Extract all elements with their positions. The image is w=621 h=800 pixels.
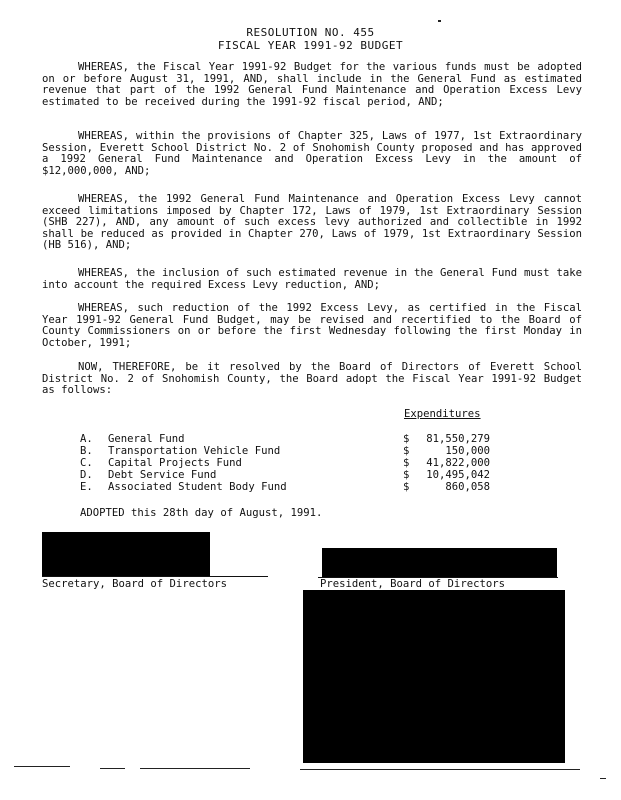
item-letter: D. — [80, 469, 93, 481]
expenditure-row — [80, 445, 500, 457]
item-amount: 10,495,042 — [426, 469, 490, 481]
adopted-statement: ADOPTED this 28th day of August, 1991. — [80, 507, 323, 519]
resolved-paragraph: NOW, THEREFORE, be it resolved by the Board of Directors of Everett School District No. 2 of Snohomish County, the Board adopt the Fiscal Year 1991-92 Budget as follows: — [42, 361, 582, 397]
item-letter: C. — [80, 457, 93, 469]
item-amount: 41,822,000 — [426, 457, 490, 469]
dollar-sign: $ — [403, 457, 410, 469]
item-letter: B. — [80, 445, 93, 457]
item-name: Capital Projects Fund — [108, 457, 242, 469]
expenditures-header: Expenditures — [404, 408, 481, 420]
item-amount: 860,058 — [445, 481, 490, 493]
redacted-secretary-signature — [42, 532, 210, 576]
whereas-paragraph-4: WHEREAS, the inclusion of such estimated revenue in the General Fund must take into account the required Excess Levy reduction, AND; — [42, 267, 582, 291]
item-name: General Fund — [108, 433, 185, 445]
whereas-paragraph-1: WHEREAS, the Fiscal Year 1991-92 Budget for the various funds must be adopted on or before August 31, 1991, AND, shall include in the General Fund as estimated revenue that part of the 1992 General Fund Maintenance and Operation Excess Levy estimated to be received during the 1991-92 fiscal period, AND; — [42, 61, 582, 108]
item-letter: A. — [80, 433, 93, 445]
expenditure-row — [80, 433, 500, 445]
scan-artifact-line — [300, 769, 580, 770]
item-amount: 81,550,279 — [426, 433, 490, 445]
document-title: FISCAL YEAR 1991-92 BUDGET — [217, 39, 404, 52]
scan-artifact-line — [600, 778, 606, 779]
scan-artifact-line — [100, 768, 125, 769]
resolution-number: RESOLUTION NO. 455 — [246, 26, 375, 39]
dollar-sign: $ — [403, 481, 410, 493]
secretary-signature-line — [42, 576, 268, 577]
dollar-sign: $ — [403, 469, 410, 481]
president-label: President, Board of Directors — [320, 578, 505, 590]
dollar-sign: $ — [403, 433, 410, 445]
item-name: Associated Student Body Fund — [108, 481, 287, 493]
item-amount: 150,000 — [445, 445, 490, 457]
whereas-paragraph-3: WHEREAS, the 1992 General Fund Maintenance and Operation Excess Levy cannot exceed limitations imposed by Chapter 172, Laws of 1979, 1st Extraordinary Session (SHB 227), AND, any amount of such excess levy authorized and collectible in 1992 shall be reduced as provided in Chapter 270, Laws of 1979, 1st Extraordinary Session (HB 516), AND; — [42, 193, 582, 252]
item-name: Debt Service Fund — [108, 469, 217, 481]
expenditure-row — [80, 457, 500, 469]
dollar-sign: $ — [403, 445, 410, 457]
scan-artifact-line — [140, 768, 250, 769]
item-name: Transportation Vehicle Fund — [108, 445, 281, 457]
item-letter: E. — [80, 481, 93, 493]
redacted-president-signature — [322, 548, 557, 577]
secretary-label: Secretary, Board of Directors — [42, 578, 227, 590]
scan-artifact-line — [14, 766, 70, 767]
redacted-block — [303, 590, 565, 763]
expenditure-row — [80, 469, 500, 481]
expenditure-row — [80, 481, 500, 493]
scan-speck — [438, 20, 441, 22]
whereas-paragraph-5: WHEREAS, such reduction of the 1992 Excess Levy, as certified in the Fiscal Year 1991-92 General Fund Budget, may be revised and recertified to the Board of County Commissioners on or before the first Wednesday following the first Monday in October, 1991; — [42, 302, 582, 349]
whereas-paragraph-2: WHEREAS, within the provisions of Chapter 325, Laws of 1977, 1st Extraordinary Session, Everett School District No. 2 of Snohomish County proposed and has approved a 1992 General Fund Maintenance and Operation Excess Levy in the amount of $12,000,000, AND; — [42, 130, 582, 177]
